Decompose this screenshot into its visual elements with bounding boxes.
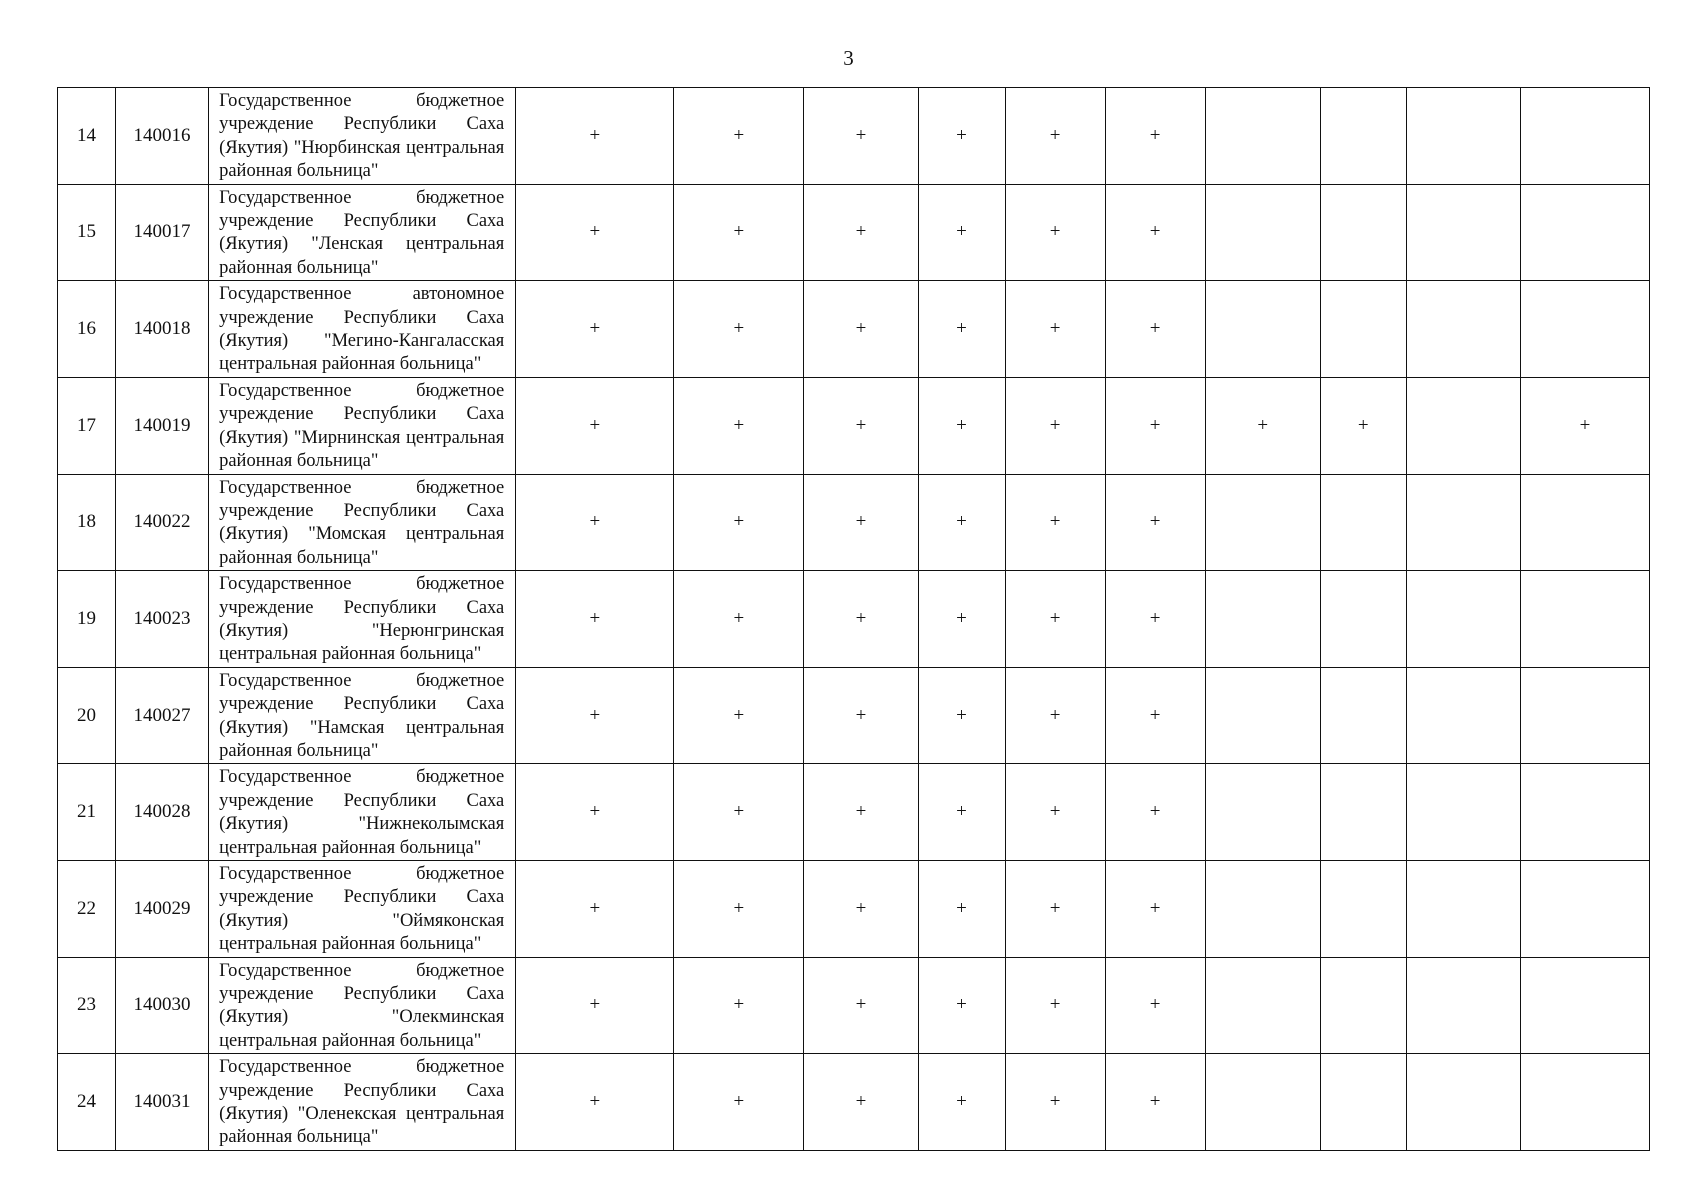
mark-cell [1406, 474, 1520, 571]
registry-code-cell: 140018 [116, 281, 209, 378]
table-row [58, 1054, 1650, 1151]
mark-cell: + [674, 184, 804, 281]
mark-cell [1406, 861, 1520, 958]
mark-cell: + [1105, 957, 1205, 1054]
mark-cell [1205, 861, 1320, 958]
row-number-cell: 23 [58, 957, 116, 1054]
mark-cell [1205, 957, 1320, 1054]
mark-cell: + [1105, 1054, 1205, 1151]
mark-cell: + [516, 281, 674, 378]
row-number-cell: 14 [58, 88, 116, 185]
mark-cell: + [1005, 764, 1105, 861]
mark-cell: + [918, 474, 1005, 571]
mark-cell: + [804, 571, 918, 668]
mark-cell: + [804, 281, 918, 378]
mark-cell: + [918, 571, 1005, 668]
table-row [58, 474, 1650, 571]
mark-cell: + [1005, 571, 1105, 668]
mark-cell: + [918, 861, 1005, 958]
institution-name-cell: Государственное бюджетное учреждение Республики Саха (Якутия) "Нижнеколымская центральная районная больница" [209, 764, 516, 861]
table-row [58, 861, 1650, 958]
registry-code-cell: 140017 [116, 184, 209, 281]
registry-code-cell: 140023 [116, 571, 209, 668]
registry-code-cell: 140028 [116, 764, 209, 861]
mark-cell: + [1105, 281, 1205, 378]
table-row [58, 184, 1650, 281]
mark-cell: + [1005, 474, 1105, 571]
row-number-cell: 15 [58, 184, 116, 281]
mark-cell: + [1005, 1054, 1105, 1151]
mark-cell [1406, 377, 1520, 474]
mark-cell: + [918, 667, 1005, 764]
mark-cell: + [804, 861, 918, 958]
mark-cell: + [918, 184, 1005, 281]
mark-cell [1520, 474, 1649, 571]
mark-cell: + [516, 184, 674, 281]
mark-cell: + [674, 764, 804, 861]
mark-cell [1320, 571, 1406, 668]
mark-cell: + [516, 764, 674, 861]
table-row [58, 377, 1650, 474]
mark-cell: + [674, 667, 804, 764]
mark-cell: + [674, 861, 804, 958]
mark-cell: + [804, 957, 918, 1054]
mark-cell [1320, 474, 1406, 571]
mark-cell: + [516, 571, 674, 668]
institution-name-cell: Государственное бюджетное учреждение Республики Саха (Якутия) "Момская центральная районная больница" [209, 474, 516, 571]
mark-cell: + [1105, 184, 1205, 281]
mark-cell [1520, 667, 1649, 764]
row-number-cell: 21 [58, 764, 116, 861]
mark-cell [1520, 571, 1649, 668]
mark-cell: + [1105, 764, 1205, 861]
mark-cell [1520, 184, 1649, 281]
table-body [58, 88, 1650, 1151]
registry-code-cell: 140029 [116, 861, 209, 958]
mark-cell [1520, 861, 1649, 958]
mark-cell: + [804, 88, 918, 185]
mark-cell [1406, 764, 1520, 861]
mark-cell [1320, 861, 1406, 958]
registry-code-cell: 140027 [116, 667, 209, 764]
mark-cell: + [1520, 377, 1649, 474]
institutions-table [57, 87, 1650, 1151]
table-row [58, 88, 1650, 185]
mark-cell [1205, 571, 1320, 668]
mark-cell [1520, 764, 1649, 861]
table-row [58, 281, 1650, 378]
mark-cell: + [804, 667, 918, 764]
mark-cell [1406, 571, 1520, 668]
mark-cell: + [918, 377, 1005, 474]
mark-cell: + [1005, 281, 1105, 378]
mark-cell: + [674, 281, 804, 378]
table-row [58, 957, 1650, 1054]
mark-cell: + [1105, 377, 1205, 474]
mark-cell: + [674, 1054, 804, 1151]
mark-cell: + [674, 88, 804, 185]
mark-cell: + [804, 474, 918, 571]
table-row [58, 764, 1650, 861]
institution-name-cell: Государственное автономное учреждение Республики Саха (Якутия) "Мегино-Кангаласская центральная районная больница" [209, 281, 516, 378]
registry-code-cell: 140016 [116, 88, 209, 185]
mark-cell [1320, 88, 1406, 185]
table-row [58, 667, 1650, 764]
mark-cell: + [1205, 377, 1320, 474]
registry-code-cell: 140019 [116, 377, 209, 474]
mark-cell: + [516, 1054, 674, 1151]
mark-cell [1205, 474, 1320, 571]
mark-cell: + [1005, 88, 1105, 185]
mark-cell: + [1105, 88, 1205, 185]
page-number: 3 [843, 46, 854, 70]
institution-name-cell: Государственное бюджетное учреждение Республики Саха (Якутия) "Олекминская центральная районная больница" [209, 957, 516, 1054]
mark-cell [1320, 764, 1406, 861]
mark-cell: + [516, 667, 674, 764]
mark-cell [1520, 88, 1649, 185]
row-number-cell: 20 [58, 667, 116, 764]
mark-cell [1205, 1054, 1320, 1151]
mark-cell [1406, 88, 1520, 185]
mark-cell [1320, 184, 1406, 281]
mark-cell [1406, 957, 1520, 1054]
row-number-cell: 24 [58, 1054, 116, 1151]
institution-name-cell: Государственное бюджетное учреждение Республики Саха (Якутия) "Мирнинская центральная районная больница" [209, 377, 516, 474]
mark-cell: + [918, 1054, 1005, 1151]
mark-cell: + [804, 764, 918, 861]
mark-cell: + [804, 184, 918, 281]
mark-cell [1320, 667, 1406, 764]
mark-cell: + [804, 377, 918, 474]
registry-code-cell: 140031 [116, 1054, 209, 1151]
mark-cell: + [918, 88, 1005, 185]
mark-cell: + [674, 571, 804, 668]
mark-cell [1406, 667, 1520, 764]
mark-cell: + [516, 861, 674, 958]
mark-cell [1406, 1054, 1520, 1151]
mark-cell: + [516, 957, 674, 1054]
mark-cell: + [1105, 861, 1205, 958]
mark-cell [1520, 281, 1649, 378]
mark-cell [1520, 957, 1649, 1054]
mark-cell: + [1005, 184, 1105, 281]
mark-cell: + [918, 281, 1005, 378]
mark-cell: + [1005, 667, 1105, 764]
institution-name-cell: Государственное бюджетное учреждение Республики Саха (Якутия) "Ленская центральная районная больница" [209, 184, 516, 281]
mark-cell [1205, 281, 1320, 378]
mark-cell: + [1005, 377, 1105, 474]
institution-name-cell: Государственное бюджетное учреждение Республики Саха (Якутия) "Нюрбинская центральная районная больница" [209, 88, 516, 185]
mark-cell [1320, 1054, 1406, 1151]
institution-name-cell: Государственное бюджетное учреждение Республики Саха (Якутия) "Намская центральная районная больница" [209, 667, 516, 764]
institution-name-cell: Государственное бюджетное учреждение Республики Саха (Якутия) "Оймяконская центральная районная больница" [209, 861, 516, 958]
row-number-cell: 19 [58, 571, 116, 668]
table-row [58, 571, 1650, 668]
mark-cell [1406, 281, 1520, 378]
mark-cell: + [918, 764, 1005, 861]
mark-cell: + [804, 1054, 918, 1151]
mark-cell [1320, 281, 1406, 378]
mark-cell: + [516, 377, 674, 474]
mark-cell: + [1105, 474, 1205, 571]
row-number-cell: 22 [58, 861, 116, 958]
mark-cell [1320, 957, 1406, 1054]
registry-code-cell: 140022 [116, 474, 209, 571]
mark-cell: + [516, 474, 674, 571]
mark-cell [1205, 184, 1320, 281]
registry-code-cell: 140030 [116, 957, 209, 1054]
mark-cell: + [1105, 571, 1205, 668]
mark-cell [1205, 667, 1320, 764]
mark-cell: + [516, 88, 674, 185]
institution-name-cell: Государственное бюджетное учреждение Республики Саха (Якутия) "Нерюнгринская центральная районная больница" [209, 571, 516, 668]
mark-cell: + [674, 377, 804, 474]
mark-cell: + [674, 474, 804, 571]
row-number-cell: 18 [58, 474, 116, 571]
mark-cell [1406, 184, 1520, 281]
mark-cell: + [674, 957, 804, 1054]
mark-cell: + [1005, 957, 1105, 1054]
row-number-cell: 17 [58, 377, 116, 474]
row-number-cell: 16 [58, 281, 116, 378]
mark-cell [1205, 88, 1320, 185]
mark-cell [1205, 764, 1320, 861]
institution-name-cell: Государственное бюджетное учреждение Республики Саха (Якутия) "Оленекская центральная районная больница" [209, 1054, 516, 1151]
mark-cell: + [1320, 377, 1406, 474]
mark-cell: + [1005, 861, 1105, 958]
mark-cell: + [1105, 667, 1205, 764]
mark-cell: + [918, 957, 1005, 1054]
mark-cell [1520, 1054, 1649, 1151]
